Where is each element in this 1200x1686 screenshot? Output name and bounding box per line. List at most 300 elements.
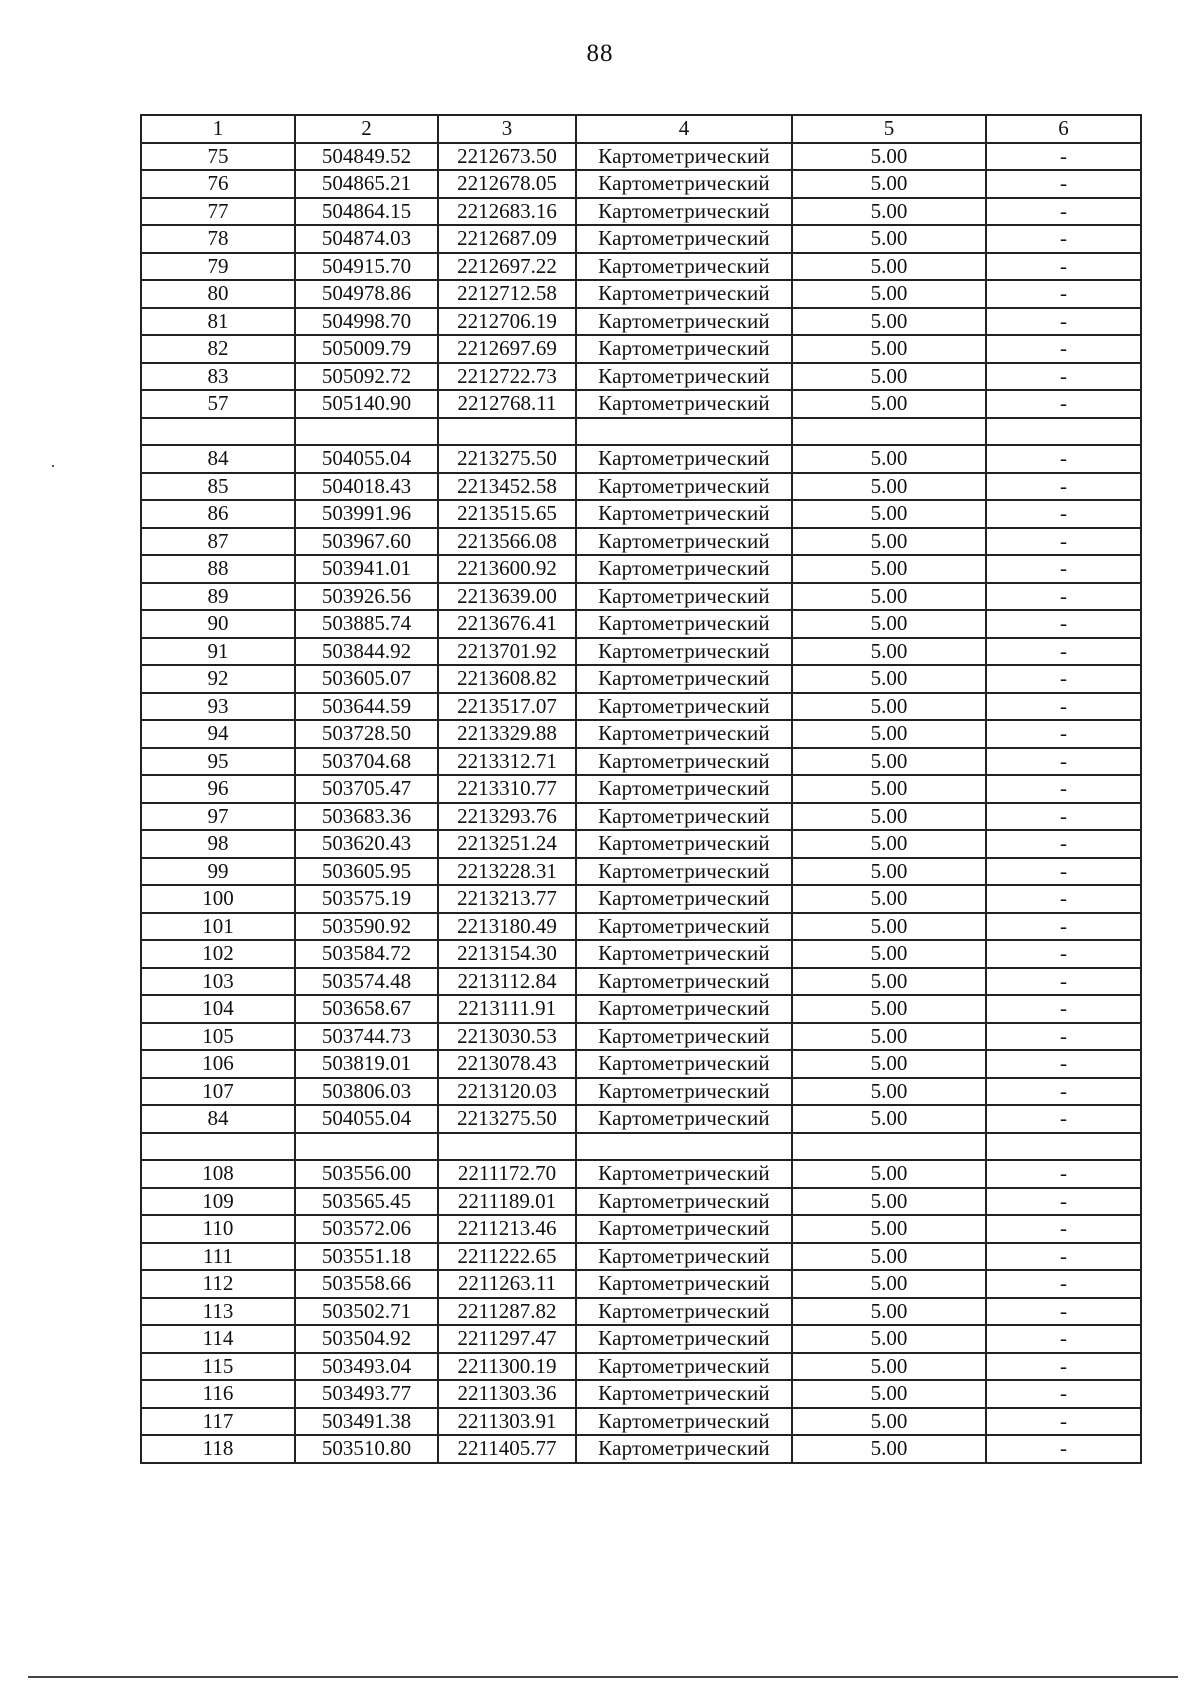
note-cell: - bbox=[986, 913, 1141, 941]
x-coordinate-cell: 503705.47 bbox=[295, 775, 438, 803]
accuracy-cell: 5.00 bbox=[792, 830, 986, 858]
point-number-cell: 84 bbox=[141, 1105, 295, 1133]
point-number-cell: 117 bbox=[141, 1408, 295, 1436]
accuracy-cell bbox=[792, 1133, 986, 1161]
method-cell: Картометрический bbox=[576, 1105, 792, 1133]
method-cell: Картометрический bbox=[576, 170, 792, 198]
x-coordinate-cell: 503572.06 bbox=[295, 1215, 438, 1243]
point-number-cell: 108 bbox=[141, 1160, 295, 1188]
note-cell: - bbox=[986, 830, 1141, 858]
table-row bbox=[141, 335, 1141, 363]
x-coordinate-cell: 503728.50 bbox=[295, 720, 438, 748]
method-cell: Картометрический bbox=[576, 858, 792, 886]
x-coordinate-cell: 503551.18 bbox=[295, 1243, 438, 1271]
method-cell: Картометрический bbox=[576, 555, 792, 583]
x-coordinate-cell: 504055.04 bbox=[295, 445, 438, 473]
method-cell bbox=[576, 1133, 792, 1161]
y-coordinate-cell: 2211297.47 bbox=[438, 1325, 576, 1353]
accuracy-cell: 5.00 bbox=[792, 1215, 986, 1243]
y-coordinate-cell: 2213030.53 bbox=[438, 1023, 576, 1051]
point-number-cell: 89 bbox=[141, 583, 295, 611]
accuracy-cell: 5.00 bbox=[792, 1353, 986, 1381]
x-coordinate-cell: 503493.04 bbox=[295, 1353, 438, 1381]
method-cell: Картометрический bbox=[576, 1023, 792, 1051]
note-cell: - bbox=[986, 1408, 1141, 1436]
table-gap-row bbox=[141, 418, 1141, 446]
method-cell: Картометрический bbox=[576, 1215, 792, 1243]
accuracy-cell: 5.00 bbox=[792, 995, 986, 1023]
point-number-cell: 106 bbox=[141, 1050, 295, 1078]
x-coordinate-cell bbox=[295, 1133, 438, 1161]
point-number-cell: 81 bbox=[141, 308, 295, 336]
method-cell: Картометрический bbox=[576, 143, 792, 171]
accuracy-cell: 5.00 bbox=[792, 253, 986, 281]
method-cell: Картометрический bbox=[576, 913, 792, 941]
table-row bbox=[141, 968, 1141, 996]
y-coordinate-cell: 2212683.16 bbox=[438, 198, 576, 226]
method-cell: Картометрический bbox=[576, 610, 792, 638]
header-cell: 3 bbox=[438, 115, 576, 143]
point-number-cell: 83 bbox=[141, 363, 295, 391]
note-cell: - bbox=[986, 803, 1141, 831]
point-number-cell: 88 bbox=[141, 555, 295, 583]
note-cell: - bbox=[986, 1270, 1141, 1298]
table-row bbox=[141, 775, 1141, 803]
accuracy-cell: 5.00 bbox=[792, 1435, 986, 1463]
point-number-cell: 84 bbox=[141, 445, 295, 473]
point-number-cell: 118 bbox=[141, 1435, 295, 1463]
method-cell: Картометрический bbox=[576, 528, 792, 556]
method-cell: Картометрический bbox=[576, 1353, 792, 1381]
method-cell: Картометрический bbox=[576, 830, 792, 858]
y-coordinate-cell: 2212706.19 bbox=[438, 308, 576, 336]
accuracy-cell: 5.00 bbox=[792, 720, 986, 748]
table-row bbox=[141, 1023, 1141, 1051]
table-row bbox=[141, 1243, 1141, 1271]
x-coordinate-cell: 503806.03 bbox=[295, 1078, 438, 1106]
note-cell: - bbox=[986, 1023, 1141, 1051]
point-number-cell: 100 bbox=[141, 885, 295, 913]
table-row bbox=[141, 1160, 1141, 1188]
note-cell: - bbox=[986, 720, 1141, 748]
point-number-cell: 96 bbox=[141, 775, 295, 803]
method-cell: Картометрический bbox=[576, 1160, 792, 1188]
point-number-cell: 91 bbox=[141, 638, 295, 666]
method-cell: Картометрический bbox=[576, 500, 792, 528]
table-row bbox=[141, 830, 1141, 858]
method-cell: Картометрический bbox=[576, 940, 792, 968]
point-number-cell: 101 bbox=[141, 913, 295, 941]
point-number-cell: 82 bbox=[141, 335, 295, 363]
point-number-cell: 76 bbox=[141, 170, 295, 198]
note-cell: - bbox=[986, 528, 1141, 556]
method-cell: Картометрический bbox=[576, 253, 792, 281]
y-coordinate-cell: 2212678.05 bbox=[438, 170, 576, 198]
accuracy-cell: 5.00 bbox=[792, 473, 986, 501]
accuracy-cell: 5.00 bbox=[792, 308, 986, 336]
table-row bbox=[141, 390, 1141, 418]
method-cell: Картометрический bbox=[576, 1050, 792, 1078]
x-coordinate-cell: 503491.38 bbox=[295, 1408, 438, 1436]
x-coordinate-cell: 505140.90 bbox=[295, 390, 438, 418]
point-number-cell: 113 bbox=[141, 1298, 295, 1326]
accuracy-cell: 5.00 bbox=[792, 1408, 986, 1436]
accuracy-cell: 5.00 bbox=[792, 143, 986, 171]
x-coordinate-cell: 503565.45 bbox=[295, 1188, 438, 1216]
method-cell: Картометрический bbox=[576, 280, 792, 308]
table-row bbox=[141, 225, 1141, 253]
y-coordinate-cell: 2213515.65 bbox=[438, 500, 576, 528]
y-coordinate-cell: 2213608.82 bbox=[438, 665, 576, 693]
note-cell: - bbox=[986, 1160, 1141, 1188]
note-cell: - bbox=[986, 638, 1141, 666]
y-coordinate-cell: 2213180.49 bbox=[438, 913, 576, 941]
accuracy-cell: 5.00 bbox=[792, 1188, 986, 1216]
method-cell: Картометрический bbox=[576, 720, 792, 748]
accuracy-cell: 5.00 bbox=[792, 225, 986, 253]
method-cell: Картометрический bbox=[576, 638, 792, 666]
method-cell: Картометрический bbox=[576, 1380, 792, 1408]
note-cell: - bbox=[986, 363, 1141, 391]
x-coordinate-cell: 503590.92 bbox=[295, 913, 438, 941]
accuracy-cell: 5.00 bbox=[792, 500, 986, 528]
x-coordinate-cell: 503502.71 bbox=[295, 1298, 438, 1326]
accuracy-cell: 5.00 bbox=[792, 665, 986, 693]
coordinates-table bbox=[140, 114, 1142, 1464]
point-number-cell: 57 bbox=[141, 390, 295, 418]
y-coordinate-cell: 2213452.58 bbox=[438, 473, 576, 501]
header-cell: 5 bbox=[792, 115, 986, 143]
x-coordinate-cell: 503941.01 bbox=[295, 555, 438, 583]
point-number-cell: 90 bbox=[141, 610, 295, 638]
method-cell: Картометрический bbox=[576, 308, 792, 336]
scan-speck bbox=[52, 465, 54, 467]
y-coordinate-cell: 2213517.07 bbox=[438, 693, 576, 721]
x-coordinate-cell: 503704.68 bbox=[295, 748, 438, 776]
accuracy-cell: 5.00 bbox=[792, 280, 986, 308]
note-cell: - bbox=[986, 1353, 1141, 1381]
point-number-cell: 77 bbox=[141, 198, 295, 226]
header-cell: 4 bbox=[576, 115, 792, 143]
method-cell: Картометрический bbox=[576, 198, 792, 226]
method-cell: Картометрический bbox=[576, 1408, 792, 1436]
point-number-cell: 79 bbox=[141, 253, 295, 281]
table-row bbox=[141, 1353, 1141, 1381]
x-coordinate-cell: 503575.19 bbox=[295, 885, 438, 913]
page-number: 88 bbox=[586, 40, 614, 67]
accuracy-cell: 5.00 bbox=[792, 363, 986, 391]
method-cell: Картометрический bbox=[576, 1435, 792, 1463]
note-cell: - bbox=[986, 1298, 1141, 1326]
y-coordinate-cell: 2213213.77 bbox=[438, 885, 576, 913]
table-row bbox=[141, 1408, 1141, 1436]
note-cell: - bbox=[986, 500, 1141, 528]
table-row bbox=[141, 748, 1141, 776]
x-coordinate-cell: 504915.70 bbox=[295, 253, 438, 281]
method-cell: Картометрический bbox=[576, 748, 792, 776]
method-cell: Картометрический bbox=[576, 693, 792, 721]
y-coordinate-cell: 2212673.50 bbox=[438, 143, 576, 171]
method-cell: Картометрический bbox=[576, 363, 792, 391]
method-cell: Картометрический bbox=[576, 1188, 792, 1216]
table-row bbox=[141, 445, 1141, 473]
point-number-cell: 103 bbox=[141, 968, 295, 996]
table-body bbox=[141, 143, 1141, 1463]
accuracy-cell: 5.00 bbox=[792, 748, 986, 776]
x-coordinate-cell: 503744.73 bbox=[295, 1023, 438, 1051]
point-number-cell: 104 bbox=[141, 995, 295, 1023]
accuracy-cell: 5.00 bbox=[792, 858, 986, 886]
table-row bbox=[141, 555, 1141, 583]
y-coordinate-cell: 2211303.36 bbox=[438, 1380, 576, 1408]
x-coordinate-cell: 505092.72 bbox=[295, 363, 438, 391]
method-cell: Картометрический bbox=[576, 775, 792, 803]
y-coordinate-cell: 2212768.11 bbox=[438, 390, 576, 418]
accuracy-cell: 5.00 bbox=[792, 1160, 986, 1188]
x-coordinate-cell: 503967.60 bbox=[295, 528, 438, 556]
x-coordinate-cell: 503620.43 bbox=[295, 830, 438, 858]
table-row bbox=[141, 610, 1141, 638]
note-cell: - bbox=[986, 1243, 1141, 1271]
accuracy-cell: 5.00 bbox=[792, 198, 986, 226]
x-coordinate-cell: 503926.56 bbox=[295, 583, 438, 611]
note-cell: - bbox=[986, 170, 1141, 198]
point-number-cell bbox=[141, 1133, 295, 1161]
table-row bbox=[141, 528, 1141, 556]
point-number-cell: 116 bbox=[141, 1380, 295, 1408]
method-cell: Картометрический bbox=[576, 1078, 792, 1106]
point-number-cell: 86 bbox=[141, 500, 295, 528]
y-coordinate-cell: 2211172.70 bbox=[438, 1160, 576, 1188]
note-cell: - bbox=[986, 555, 1141, 583]
x-coordinate-cell: 503885.74 bbox=[295, 610, 438, 638]
y-coordinate-cell: 2213275.50 bbox=[438, 445, 576, 473]
note-cell: - bbox=[986, 1380, 1141, 1408]
method-cell: Картометрический bbox=[576, 1243, 792, 1271]
y-coordinate-cell: 2211213.46 bbox=[438, 1215, 576, 1243]
accuracy-cell: 5.00 bbox=[792, 803, 986, 831]
y-coordinate-cell: 2213600.92 bbox=[438, 555, 576, 583]
table-row bbox=[141, 1215, 1141, 1243]
accuracy-cell: 5.00 bbox=[792, 913, 986, 941]
x-coordinate-cell: 504978.86 bbox=[295, 280, 438, 308]
table-row bbox=[141, 170, 1141, 198]
note-cell: - bbox=[986, 143, 1141, 171]
y-coordinate-cell: 2212687.09 bbox=[438, 225, 576, 253]
note-cell: - bbox=[986, 1325, 1141, 1353]
method-cell: Картометрический bbox=[576, 1325, 792, 1353]
note-cell: - bbox=[986, 225, 1141, 253]
x-coordinate-cell: 504849.52 bbox=[295, 143, 438, 171]
note-cell: - bbox=[986, 1215, 1141, 1243]
x-coordinate-cell: 504865.21 bbox=[295, 170, 438, 198]
x-coordinate-cell: 503844.92 bbox=[295, 638, 438, 666]
x-coordinate-cell: 503493.77 bbox=[295, 1380, 438, 1408]
point-number-cell: 115 bbox=[141, 1353, 295, 1381]
y-coordinate-cell: 2213275.50 bbox=[438, 1105, 576, 1133]
header-cell: 1 bbox=[141, 115, 295, 143]
x-coordinate-cell: 503658.67 bbox=[295, 995, 438, 1023]
note-cell: - bbox=[986, 775, 1141, 803]
note-cell: - bbox=[986, 885, 1141, 913]
accuracy-cell: 5.00 bbox=[792, 940, 986, 968]
method-cell: Картометрический bbox=[576, 1298, 792, 1326]
point-number-cell: 107 bbox=[141, 1078, 295, 1106]
accuracy-cell: 5.00 bbox=[792, 583, 986, 611]
method-cell: Картометрический bbox=[576, 885, 792, 913]
note-cell: - bbox=[986, 665, 1141, 693]
accuracy-cell: 5.00 bbox=[792, 1270, 986, 1298]
point-number-cell: 87 bbox=[141, 528, 295, 556]
y-coordinate-cell: 2213112.84 bbox=[438, 968, 576, 996]
y-coordinate-cell: 2211287.82 bbox=[438, 1298, 576, 1326]
accuracy-cell: 5.00 bbox=[792, 1078, 986, 1106]
point-number-cell: 78 bbox=[141, 225, 295, 253]
method-cell: Картометрический bbox=[576, 968, 792, 996]
accuracy-cell: 5.00 bbox=[792, 1325, 986, 1353]
note-cell: - bbox=[986, 583, 1141, 611]
table-row bbox=[141, 198, 1141, 226]
accuracy-cell: 5.00 bbox=[792, 555, 986, 583]
table-row bbox=[141, 583, 1141, 611]
note-cell: - bbox=[986, 308, 1141, 336]
y-coordinate-cell: 2213251.24 bbox=[438, 830, 576, 858]
x-coordinate-cell: 503504.92 bbox=[295, 1325, 438, 1353]
table-row bbox=[141, 1298, 1141, 1326]
x-coordinate-cell: 504874.03 bbox=[295, 225, 438, 253]
x-coordinate-cell: 503683.36 bbox=[295, 803, 438, 831]
note-cell: - bbox=[986, 445, 1141, 473]
method-cell: Картометрический bbox=[576, 803, 792, 831]
point-number-cell: 110 bbox=[141, 1215, 295, 1243]
method-cell: Картометрический bbox=[576, 390, 792, 418]
y-coordinate-cell: 2213701.92 bbox=[438, 638, 576, 666]
point-number-cell: 95 bbox=[141, 748, 295, 776]
table-row bbox=[141, 308, 1141, 336]
y-coordinate-cell: 2213566.08 bbox=[438, 528, 576, 556]
x-coordinate-cell: 503819.01 bbox=[295, 1050, 438, 1078]
method-cell: Картометрический bbox=[576, 473, 792, 501]
table-row bbox=[141, 720, 1141, 748]
x-coordinate-cell: 503574.48 bbox=[295, 968, 438, 996]
y-coordinate-cell: 2213078.43 bbox=[438, 1050, 576, 1078]
y-coordinate-cell: 2211189.01 bbox=[438, 1188, 576, 1216]
x-coordinate-cell: 505009.79 bbox=[295, 335, 438, 363]
table-row bbox=[141, 1105, 1141, 1133]
y-coordinate-cell: 2211263.11 bbox=[438, 1270, 576, 1298]
accuracy-cell: 5.00 bbox=[792, 170, 986, 198]
table-row bbox=[141, 995, 1141, 1023]
method-cell: Картометрический bbox=[576, 995, 792, 1023]
table-row bbox=[141, 1050, 1141, 1078]
bottom-scan-line bbox=[28, 1676, 1178, 1678]
note-cell: - bbox=[986, 390, 1141, 418]
note-cell: - bbox=[986, 940, 1141, 968]
accuracy-cell: 5.00 bbox=[792, 1298, 986, 1326]
x-coordinate-cell bbox=[295, 418, 438, 446]
accuracy-cell bbox=[792, 418, 986, 446]
x-coordinate-cell: 504864.15 bbox=[295, 198, 438, 226]
table-row bbox=[141, 253, 1141, 281]
y-coordinate-cell: 2213329.88 bbox=[438, 720, 576, 748]
method-cell: Картометрический bbox=[576, 225, 792, 253]
table-row bbox=[141, 638, 1141, 666]
table-row bbox=[141, 1325, 1141, 1353]
y-coordinate-cell: 2213120.03 bbox=[438, 1078, 576, 1106]
note-cell: - bbox=[986, 693, 1141, 721]
y-coordinate-cell bbox=[438, 1133, 576, 1161]
y-coordinate-cell: 2211300.19 bbox=[438, 1353, 576, 1381]
table-row bbox=[141, 693, 1141, 721]
accuracy-cell: 5.00 bbox=[792, 1243, 986, 1271]
y-coordinate-cell: 2212697.22 bbox=[438, 253, 576, 281]
point-number-cell: 97 bbox=[141, 803, 295, 831]
accuracy-cell: 5.00 bbox=[792, 638, 986, 666]
table-row bbox=[141, 858, 1141, 886]
y-coordinate-cell: 2213639.00 bbox=[438, 583, 576, 611]
accuracy-cell: 5.00 bbox=[792, 390, 986, 418]
point-number-cell: 93 bbox=[141, 693, 295, 721]
point-number-cell: 111 bbox=[141, 1243, 295, 1271]
note-cell: - bbox=[986, 968, 1141, 996]
table-row bbox=[141, 1270, 1141, 1298]
x-coordinate-cell: 503605.07 bbox=[295, 665, 438, 693]
point-number-cell: 92 bbox=[141, 665, 295, 693]
point-number-cell: 99 bbox=[141, 858, 295, 886]
note-cell: - bbox=[986, 858, 1141, 886]
y-coordinate-cell: 2211303.91 bbox=[438, 1408, 576, 1436]
method-cell: Картометрический bbox=[576, 445, 792, 473]
table-row bbox=[141, 913, 1141, 941]
table-row bbox=[141, 1435, 1141, 1463]
y-coordinate-cell: 2213154.30 bbox=[438, 940, 576, 968]
accuracy-cell: 5.00 bbox=[792, 445, 986, 473]
y-coordinate-cell: 2213228.31 bbox=[438, 858, 576, 886]
note-cell: - bbox=[986, 748, 1141, 776]
y-coordinate-cell: 2211405.77 bbox=[438, 1435, 576, 1463]
method-cell: Картометрический bbox=[576, 335, 792, 363]
y-coordinate-cell bbox=[438, 418, 576, 446]
table-row bbox=[141, 280, 1141, 308]
method-cell: Картометрический bbox=[576, 583, 792, 611]
note-cell: - bbox=[986, 253, 1141, 281]
accuracy-cell: 5.00 bbox=[792, 610, 986, 638]
point-number-cell: 75 bbox=[141, 143, 295, 171]
point-number-cell: 105 bbox=[141, 1023, 295, 1051]
table-row bbox=[141, 1188, 1141, 1216]
method-cell bbox=[576, 418, 792, 446]
header-cell: 2 bbox=[295, 115, 438, 143]
y-coordinate-cell: 2212697.69 bbox=[438, 335, 576, 363]
y-coordinate-cell: 2213676.41 bbox=[438, 610, 576, 638]
table-row bbox=[141, 1380, 1141, 1408]
note-cell: - bbox=[986, 198, 1141, 226]
accuracy-cell: 5.00 bbox=[792, 1023, 986, 1051]
accuracy-cell: 5.00 bbox=[792, 1380, 986, 1408]
x-coordinate-cell: 503991.96 bbox=[295, 500, 438, 528]
x-coordinate-cell: 503510.80 bbox=[295, 1435, 438, 1463]
note-cell: - bbox=[986, 473, 1141, 501]
point-number-cell bbox=[141, 418, 295, 446]
accuracy-cell: 5.00 bbox=[792, 885, 986, 913]
y-coordinate-cell: 2212712.58 bbox=[438, 280, 576, 308]
note-cell bbox=[986, 1133, 1141, 1161]
table-row bbox=[141, 500, 1141, 528]
point-number-cell: 102 bbox=[141, 940, 295, 968]
table-row bbox=[141, 473, 1141, 501]
accuracy-cell: 5.00 bbox=[792, 335, 986, 363]
point-number-cell: 98 bbox=[141, 830, 295, 858]
